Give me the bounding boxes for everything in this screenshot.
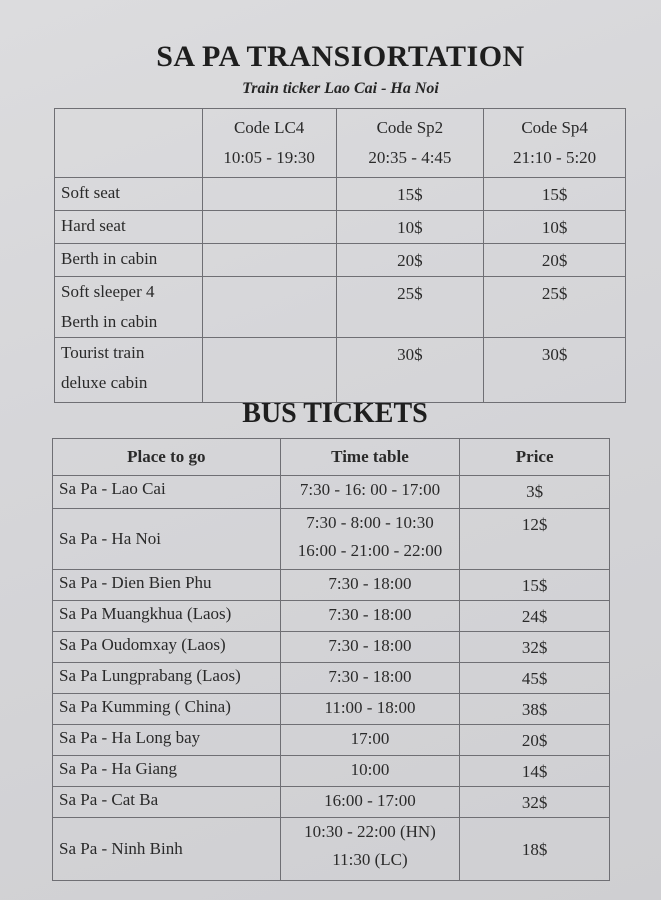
train-row-label: [55, 277, 203, 338]
bus-price: 45$: [460, 663, 610, 694]
bus-row: [53, 756, 610, 787]
bus-time-line: 11:00 - 18:00: [324, 698, 416, 717]
bus-timetable: [280, 787, 460, 818]
bus-row: [53, 818, 610, 881]
train-price-sp2: 15$: [336, 178, 484, 211]
bus-row: [53, 509, 610, 570]
train-row-label-line: Soft sleeper 4: [61, 282, 155, 301]
bus-time-line: 7:30 - 18:00: [328, 667, 412, 686]
train-price-lc4: [202, 211, 336, 244]
bus-timetable: [280, 663, 460, 694]
bus-destination: Sa Pa - Lao Cai: [53, 476, 281, 509]
bus-price: 12$: [460, 509, 610, 570]
train-price-sp2: 20$: [336, 244, 484, 277]
train-header-empty: [55, 109, 203, 178]
bus-destination: Sa Pa - Cat Ba: [53, 787, 281, 818]
train-row-label: [55, 178, 203, 211]
bus-row: [53, 694, 610, 725]
bus-destination: Sa Pa - Ha Long bay: [53, 725, 281, 756]
train-price-sp4: 20$: [484, 244, 626, 277]
bus-timetable: [280, 570, 460, 601]
bus-time-line: 16:00 - 21:00 - 22:00: [297, 541, 443, 560]
train-price-sp2: 25$: [336, 277, 484, 338]
bus-price: 14$: [460, 756, 610, 787]
train-price-lc4: [202, 178, 336, 211]
train-price-sp2: 30$: [336, 338, 484, 403]
page-title: SA PA TRANSIORTATION: [156, 40, 525, 73]
bus-timetable: [280, 694, 460, 725]
bus-destination-text: Sa Pa - Ninh Binh: [59, 839, 183, 858]
train-code: Code LC4: [233, 118, 305, 137]
train-row-label-line: deluxe cabin: [61, 373, 148, 392]
train-price-sp4: 25$: [484, 277, 626, 338]
bus-destination: Sa Pa Lungprabang (Laos): [53, 663, 281, 694]
bus-time-line: 7:30 - 8:00 - 10:30: [306, 513, 434, 532]
train-row-label-line: Hard seat: [61, 216, 126, 235]
train-code: Code Sp2: [376, 118, 444, 137]
bus-destination: Sa Pa Muangkhua (Laos): [53, 601, 281, 632]
train-row: [55, 211, 626, 244]
bus-time-line: 7:30 - 18:00: [328, 574, 412, 593]
bus-timetable: [280, 725, 460, 756]
bus-row: [53, 601, 610, 632]
train-row: [55, 338, 626, 403]
bus-row: [53, 787, 610, 818]
bus-ticket-table: [52, 438, 610, 881]
train-price-sp4: 10$: [484, 211, 626, 244]
train-price-sp4: 15$: [484, 178, 626, 211]
train-code: Code Sp4: [521, 118, 588, 137]
train-row-label: [55, 244, 203, 277]
bus-header-time: Time table: [280, 439, 460, 476]
bus-destination: Sa Pa Oudomxay (Laos): [53, 632, 281, 663]
bus-row: [53, 632, 610, 663]
train-price-lc4: [202, 244, 336, 277]
train-row-label-line: Soft seat: [61, 183, 121, 202]
bus-timetable: [280, 818, 460, 881]
bus-header-place: Place to go: [53, 439, 281, 476]
train-header-row: [55, 109, 626, 178]
bus-row: [53, 725, 610, 756]
train-time: 21:10 - 5:20: [513, 148, 597, 167]
train-price-lc4: [202, 277, 336, 338]
bus-price: 24$: [460, 601, 610, 632]
train-row-label-line: Tourist train: [61, 343, 145, 362]
bus-timetable: [280, 632, 460, 663]
bus-destination: Sa Pa - Dien Bien Phu: [53, 570, 281, 601]
bus-time-line: 11:30 (LC): [332, 850, 408, 869]
bus-destination: [53, 818, 281, 881]
train-ticket-table: [54, 108, 626, 403]
bus-timetable: [280, 509, 460, 570]
train-price-sp4: 30$: [484, 338, 626, 403]
train-price-lc4: [202, 338, 336, 403]
bus-price: [460, 818, 610, 881]
bus-price: 38$: [460, 694, 610, 725]
bus-time-line: 10:30 - 22:00 (HN): [304, 822, 436, 841]
bus-header-row: [53, 439, 610, 476]
train-header-lc4: [202, 109, 336, 178]
bus-price: 32$: [460, 632, 610, 663]
bus-price: 20$: [460, 725, 610, 756]
bus-time-line: 16:00 - 17:00: [324, 791, 416, 810]
train-row: [55, 277, 626, 338]
bus-time-line: 7:30 - 18:00: [328, 636, 412, 655]
bus-row: [53, 570, 610, 601]
train-row-label: [55, 211, 203, 244]
train-row-label-line: Berth in cabin: [61, 249, 158, 268]
bus-timetable: [280, 476, 460, 509]
train-header-sp4: [484, 109, 626, 178]
train-time: 20:35 - 4:45: [368, 148, 452, 167]
bus-timetable: [280, 756, 460, 787]
train-header-sp2: [336, 109, 484, 178]
bus-row: [53, 476, 610, 509]
bus-time-line: 7:30 - 18:00: [328, 605, 412, 624]
train-row: [55, 244, 626, 277]
bus-time-line: 10:00: [350, 760, 390, 779]
bus-destination-text: Sa Pa - Ha Noi: [59, 529, 161, 548]
bus-price: 3$: [460, 476, 610, 509]
train-row-label-line: Berth in cabin: [61, 312, 158, 331]
bus-time-line: 7:30 - 16: 00 - 17:00: [299, 480, 441, 499]
train-subtitle: Train ticker Lao Cai - Ha Noi: [242, 80, 439, 97]
bus-section-title: BUS TICKETS: [242, 398, 428, 429]
train-price-sp2: 10$: [336, 211, 484, 244]
train-row-label: [55, 338, 203, 403]
bus-destination: Sa Pa - Ha Giang: [53, 756, 281, 787]
bus-header-price: Price: [460, 439, 610, 476]
bus-destination: [53, 509, 281, 570]
bus-price: 32$: [460, 787, 610, 818]
bus-timetable: [280, 601, 460, 632]
bus-price: 15$: [460, 570, 610, 601]
train-time: 10:05 - 19:30: [223, 148, 315, 167]
bus-time-line: 17:00: [350, 729, 390, 748]
bus-row: [53, 663, 610, 694]
train-row: [55, 178, 626, 211]
bus-destination: Sa Pa Kumming ( China): [53, 694, 281, 725]
bus-price-text: 18$: [521, 840, 548, 859]
